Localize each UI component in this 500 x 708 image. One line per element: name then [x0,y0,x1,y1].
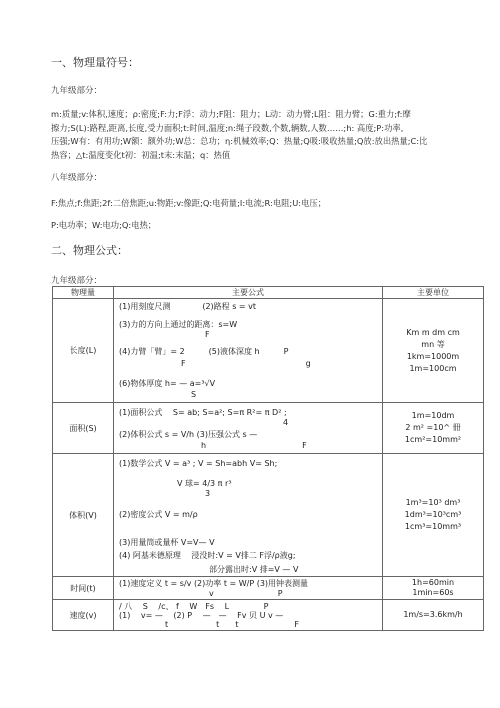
formula-line: 部分露出时:V 排=V — V [209,565,299,574]
unit-cell [383,454,484,577]
quantity-cell: 速度(v) [53,600,114,631]
formula-cell [114,577,383,600]
quantity-cell: 时间(t) [53,577,114,600]
table-row [53,600,484,631]
unit-line: 1cm³=10mm³ [404,522,462,531]
symbol-line: 擦力;S(L):路程,距离,长度,受力面积;t:时间,温度;n:绳子段数,个数,辆数,人数……;h: 高度;P:功率, [51,122,404,133]
quantity-cell: 长度(L) [53,299,114,403]
formula-line: (4) 阿基米德原理 浸没时:V = V排二 F浮/ρ液g; [119,551,296,560]
formula-line: (1)面积公式 S= ab; S=a²; S=π R²= π D² ; [119,408,287,417]
unit-cell [383,600,484,631]
unit-cell [383,299,484,403]
formula-line: t t t F [165,620,300,629]
unit-line: 1km=1000m [406,351,460,361]
formula-line: F g [181,359,311,368]
symbol-line: 热容；△t:温度变化t初：初温;t末:末温；q：热值 [51,149,231,160]
unit-line: 1h=60min [411,578,455,587]
unit-line: 2 m² =10^ 冊 [405,423,461,432]
formula-line: (1)速度定义 t = s/v (2)功率 t = W/P (3)用钟表测量 [119,579,309,588]
formula-cell [114,454,383,577]
grade9-formula-label: 九年级部分： [51,276,103,286]
formula-line: (2)体积公式 s = V/h (3)压强公式 s — [119,430,258,439]
quantity-cell: 体积(V) [53,454,114,577]
formula-line: (6)物体厚度 h= — a=³√V [119,379,216,388]
formula-line: (1)数学公式 V = a³ ; V = Sh=abh V= Sh; [119,459,278,468]
formula-cell [114,600,383,631]
unit-cell [383,577,484,600]
section-title-symbols: 一、物理量符号： [51,56,139,69]
table-row [53,403,484,454]
unit-line: 1m/s=3.6km/h [403,610,463,619]
table-row [53,577,484,600]
formula-line: 3 [205,489,211,498]
formula-line: 4 [283,418,289,427]
unit-line: mn 等 [421,339,445,349]
table-row [53,299,484,403]
formula-line: / 八 S /c、 f W Fs L P [119,602,269,611]
unit-line: 1m=10dm [411,411,455,420]
quantity-cell: 面积(S) [53,403,114,454]
table-header-row [53,287,484,299]
unit-line: 1m³=10³ dm³ [405,498,461,507]
formula-line: F [205,330,210,339]
unit-line: 1dm³=10³cm³ [404,510,462,519]
formula-line: (3)用量筒或量杯 V=V— V [119,538,215,547]
formula-cell [114,299,383,403]
header-unit: 主要单位 [383,287,484,299]
formula-line: (4)力臂「臂」= 2 (5)液体深度 h P [119,347,289,356]
header-formula: 主要公式 [114,287,383,299]
symbol-line: m:质量;v:体积,速度；ρ:密度;F:力;F浮：动力;F阻：阻力；L动：动力臂;L阻：阻力臂；G:重力;f:摩 [51,109,411,119]
header-quantity: 物理量 [53,287,114,299]
formula-line: (1)用刻度尺测 (2)路程 s = vt [119,302,257,311]
formula-line: (2)密度公式 V = m/ρ [119,510,198,519]
formula-line: (1) v= — (2) P — — Fv 贝 U v — [119,611,284,620]
formula-line: S [191,390,197,399]
formula-line: h F [201,441,307,450]
table-row [53,454,484,577]
unit-line: 1min=60s [412,588,454,597]
symbol-line: P:电功率；W:电功;Q:电热； [51,220,157,230]
formula-line: V 球= 4/3 π r³ [177,479,232,488]
grade9-label: 九年级部分： [51,86,103,96]
formula-line: (3)力的方向上通过的距离：s=W [119,320,238,329]
grade8-label: 八年级部分： [51,173,103,183]
formula-table [52,286,484,631]
unit-line: 1m=100cm [409,363,457,373]
formula-line: v P [209,589,283,598]
grade8-symbol-list [51,192,461,236]
unit-cell [383,403,484,454]
symbol-line: F:焦点;f:焦距;2f:二倍焦距;u:物距;v:像距;Q:电荷量;I:电流;R:电阻;U:电压； [51,198,326,208]
section-title-formulas: 二、物理公式： [51,244,128,257]
unit-line: 1cm²=10mm² [404,435,462,444]
grade9-symbol-list [51,108,461,162]
symbol-line: 压强;W有：有用功;W额：额外功;W总：总功；η:机械效率;Q：热量;Q吸:吸收热量;Q放:放出热量;C:比 [51,136,428,146]
formula-cell [114,403,383,454]
unit-line: Km m dm cm [406,327,460,337]
